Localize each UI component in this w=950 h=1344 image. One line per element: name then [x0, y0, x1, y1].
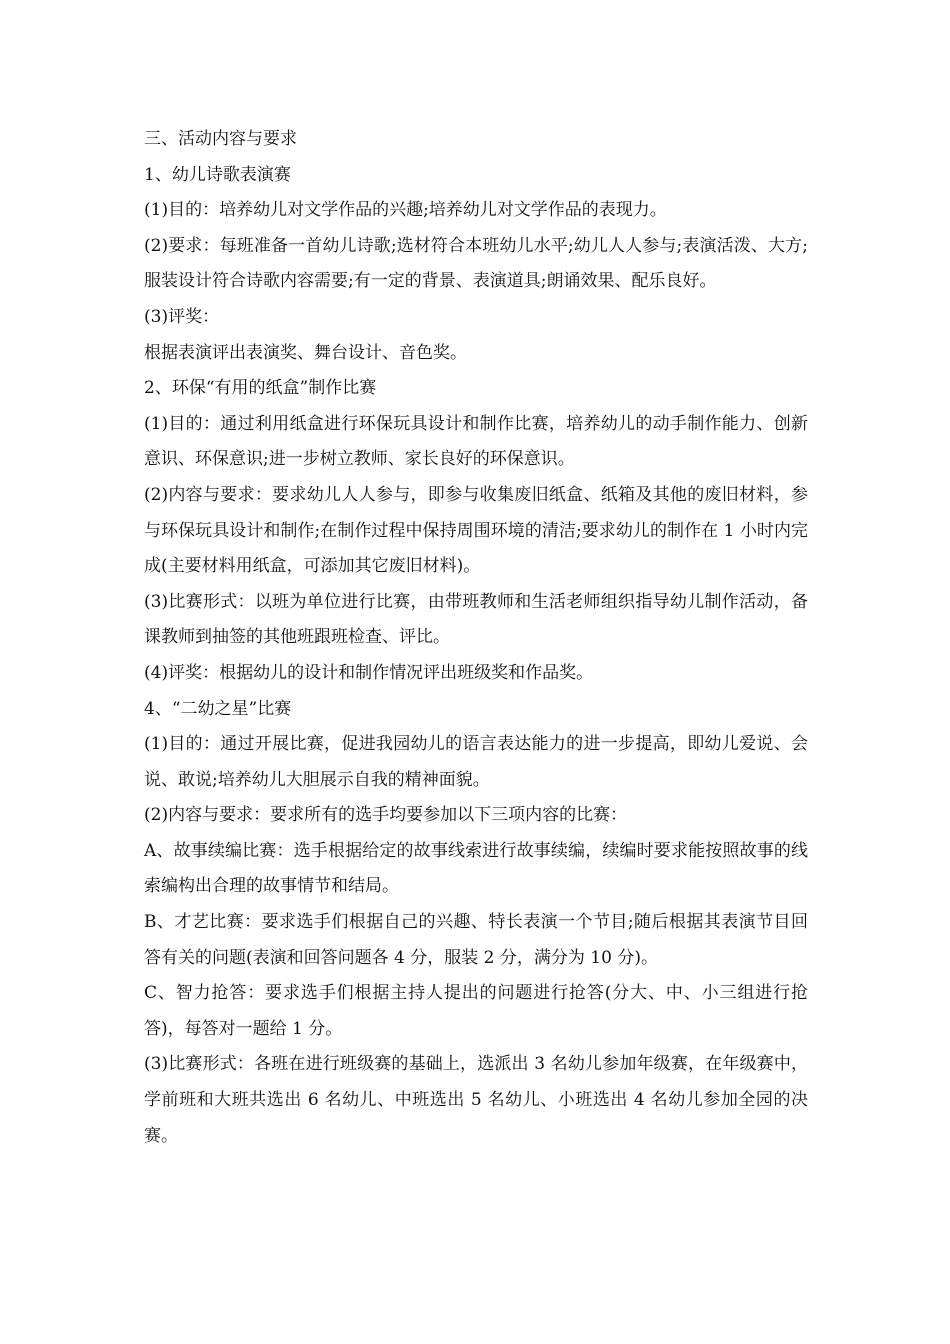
section-heading: 三、活动内容与要求	[144, 129, 297, 149]
paragraph: (2)内容与要求：要求幼儿人人参与，即参与收集废旧纸盒、纸箱及其他的废旧材料，参与环保玩具设计和制作;在制作过程中保持周围环境的清洁;要求幼儿的制作在 1 小时内完成(主要材料用纸盒，可添加其它废旧材料)。	[144, 484, 808, 577]
paragraph: (2)要求：每班准备一首幼儿诗歌;选材符合本班幼儿水平;幼儿人人参与;表演活泼、大方;服装设计符合诗歌内容需要;有一定的背景、表演道具;朗诵效果、配乐良好。	[144, 235, 808, 292]
paragraph: (1)目的：通过利用纸盒进行环保玩具设计和制作比赛，培养幼儿的动手制作能力、创新意识、环保意识;进一步树立教师、家长良好的环保意识。	[144, 413, 808, 470]
paragraph: (2)内容与要求：要求所有的选手均要参加以下三项内容的比赛：	[144, 805, 628, 826]
paragraph: (1)目的：培养幼儿对文学作品的兴趣;培养幼儿对文学作品的表现力。	[144, 200, 667, 221]
paragraph: (4)评奖：根据幼儿的设计和制作情况评出班级奖和作品奖。	[144, 662, 594, 683]
paragraph: (3)比赛形式：以班为单位进行比赛，由带班教师和生活老师组织指导幼儿制作活动，备课教师到抽签的其他班跟班检查、评比。	[144, 591, 808, 648]
subsection-heading: 2、环保“有用的纸盒”制作比赛	[144, 378, 377, 399]
paragraph: (3)评奖：	[144, 306, 220, 327]
paragraph: (3)比赛形式：各班在进行班级赛的基础上，选派出 3 名幼儿参加年级赛，在年级赛中，学前班和大班共选出 6 名幼儿、中班选出 5 名幼儿、小班选出 4 名幼儿参加全园的决赛。	[144, 1054, 808, 1146]
paragraph: 根据表演评出表演奖、舞台设计、音色奖。	[144, 342, 467, 363]
paragraph: A、故事续编比赛：选手根据给定的故事线索进行故事续编，续编时要求能按照故事的线索编构出合理的故事情节和结局。	[144, 840, 808, 897]
subsection-heading: 4、“二幼之星”比赛	[144, 698, 292, 719]
paragraph: (1)目的：通过开展比赛，促进我园幼儿的语言表达能力的进一步提高，即幼儿爱说、会说、敢说;培养幼儿大胆展示自我的精神面貌。	[144, 734, 808, 790]
paragraph: B、才艺比赛：要求选手们根据自己的兴趣、特长表演一个节目;随后根据其表演节目回答有关的问题(表演和回答问题各 4 分，服装 2 分，满分为 10 分)。	[144, 912, 808, 968]
paragraph: C、智力抢答：要求选手们根据主持人提出的问题进行抢答(分大、中、小三组进行抢答)，每答对一题给 1 分。	[144, 983, 808, 1039]
document-body	[144, 122, 808, 1154]
subsection-heading: 1、幼儿诗歌表演赛	[144, 164, 291, 185]
